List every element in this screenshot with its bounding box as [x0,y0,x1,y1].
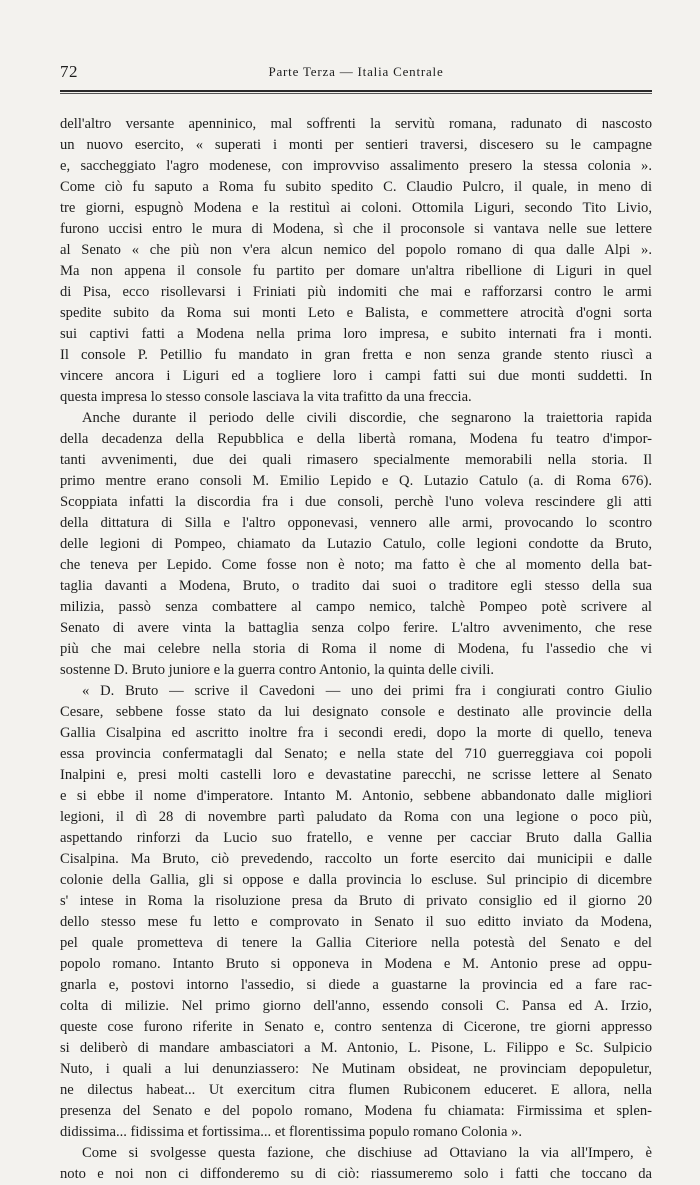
text-line: Come ciò fu saputo a Roma fu subito spedito C. Claudio Pulcro, il quale, in meno di [60,179,652,195]
text-line: pel quale prometteva di tenere la Gallia Citeriore nella potestà del Senato e del [60,935,652,951]
text-line: Anche durante il periodo delle civili discordie, che segnarono la traiettoria rapida [82,410,652,426]
text-line: questa impresa lo stesso console lasciava la vita trafitto da una freccia. [60,389,472,405]
text-line: milizia, passò senza combattere al campo nemico, talchè Pompeo potè scrivere al [60,599,652,615]
text-line: didissima... fidissima et fortissima... et florentissima populo romano Colonia ». [60,1124,523,1140]
text-line: presenza del Senato e del popolo romano, Modena fu chiamata: Firmissima et splen- [60,1103,652,1119]
text-line: legioni, il dì 28 di novembre partì paludato da Roma con una legione o poco più, [60,809,652,825]
text-line: della dittatura di Silla e l'altro opponevasi, vennero alle armi, provocando lo scontro [60,515,652,531]
text-line: colta di milizie. Nel primo giorno dell'anno, essendo consoli C. Pansa ed A. Irzio, [60,998,652,1014]
text-line: Il console P. Petillio fu mandato in gran fretta e non senza grande stento riuscì a [60,347,652,363]
text-line: Nuto, i quali a lui denunziassero: Ne Mutinam obsideat, ne provinciam depopuletur, [60,1061,652,1077]
text-line: che teneva per Lepido. Come fosse non è noto; ma fatto è che al momento della bat- [60,557,652,573]
text-line: « D. Bruto — scrive il Cavedoni — uno dei primi fra i congiurati contro Giulio [82,683,652,699]
text-line: si deliberò di mandare ambasciatori a M. Antonio, L. Pisone, L. Filippo e Sc. Sulpicio [60,1040,652,1056]
text-line: furono uccisi entro le mura di Modena, sì che il proconsole si vantava nelle sue lettere [60,221,652,237]
text-line: dello stesso mese fu letto e comprovato in Senato il suo editto inviato da Modena, [60,914,652,930]
running-head: Parte Terza — Italia Centrale [268,64,444,79]
text-line: Gallia Cisalpina ed ascritto inoltre fra i secondi eredi, dopo la morte di quello, teneva [60,725,652,741]
text-line: della decadenza della Repubblica e della libertà romana, Modena fu teatro d'impor- [60,431,652,447]
text-line: noto e noi non ci diffonderemo su di ciò: riassumeremo solo i fatti che toccano da [60,1166,652,1182]
text-line: aspettando rinforzi da Lucio suo fratello, e venne per cacciar Bruto dalla Gallia [60,830,652,846]
text-line: Scoppiata infatti la discordia fra i due consoli, perchè l'uno voleva rescindere gli atti [60,494,652,510]
text-line: sui captivi fatti a Modena nella prima loro impresa, e subito internati fra i monti. [60,326,652,342]
text-line: un nuovo esercito, « superati i monti per sentieri traversi, discesero su le campagne [60,137,652,153]
text-line: Cesare, sebbene fosse stato da lui designato console e destinato alle provincie della [60,704,652,720]
text-line: queste cose furono riferite in Senato e, contro sentenza di Cicerone, tre giorni appresso [60,1019,652,1035]
page-number: 72 [60,62,78,81]
text-line: popolo romano. Intanto Bruto si opponeva in Modena e M. Antonio prese ad oppu- [60,956,652,972]
text-line: tre giorni, espugnò Modena e la restituì ai coloni. Ottomila Liguri, secondo Tito Livio, [60,200,652,216]
text-line: Senato di avere vinta la battaglia senza colpo ferire. L'altro avvenimento, che rese [60,620,652,636]
text-line: essa provincia confermatagli dal Senato; e nella state del 710 guerreggiava coi popoli [60,746,652,762]
text-line: di Pisa, ecco risollevarsi i Friniati più indomiti che mai e rafforzarsi contro le armi [60,284,652,300]
page-header [60,62,652,84]
text-line: s' intese in Roma la risoluzione presa da Bruto di privato consiglio ed il giorno 20 [60,893,652,909]
text-line: sostenne D. Bruto juniore e la guerra contro Antonio, la quinta delle civili. [60,662,495,678]
text-line: e, saccheggiato l'agro modenese, con improvviso assalimento presero la stessa colonia ». [60,158,652,174]
text-line: e si ebbe il nome d'imperatore. Intanto M. Antonio, sebbene abbandonato dalle migliori [60,788,652,804]
text-line: gnarla e, postovi intorno l'assedio, si diede a guastarne la provincia ed a fare rac- [60,977,652,993]
text-line: Inalpini e, presi molti castelli loro e devastatine parecchi, ne scrisse lettere al Senato [60,767,652,783]
text-line: dell'altro versante apenninico, mal soffrenti la servitù romana, radunato di nascosto [60,116,652,132]
text-line: delle legioni di Pompeo, chiamato da Lutazio Catulo, colle legioni condotte da Bruto, [60,536,652,552]
text-line: spedite subito da Roma sui monti Leto e Balista, e commettere atrocità d'ogni sorta [60,305,652,321]
body-text [60,114,652,1185]
text-line: Cisalpina. Ma Bruto, ciò prevedendo, raccolto un forte esercito dai municipii e dalle [60,851,652,867]
text-line: più che mai celebre nella storia di Roma il nome di Modena, fu l'assedio che vi [60,641,652,657]
text-line: Ma non appena il console fu partito per domare un'altra ribellione di Liguri in quel [60,263,652,279]
text-line: taglia davanti a Modena, Bruto, o tradito dai suoi o traditore egli stesso della sua [60,578,652,594]
text-line: ne dilectus habeat... Ut exercitum citra flumen Rubiconem educeret. E allora, nella [60,1082,652,1098]
header-rule [60,90,652,92]
header-rule-thin [60,93,652,94]
text-line: Come si svolgesse questa fazione, che dischiuse ad Ottaviano la via all'Impero, è [82,1145,652,1161]
text-line: primo mentre erano consoli M. Emilio Lepido e Q. Lutazio Catulo (a. di Roma 676). [60,473,652,489]
text-line: vincere ancora i Liguri ed a togliere loro i campi fatti sui due monti suddetti. In [60,368,652,384]
text-line: colonie della Gallia, gli si oppose e dalla provincia lo escluse. Sul principio di dicembre [60,872,652,888]
text-line: al Senato « che più non v'era alcun nemico del popolo romano di qua dalle Alpi ». [60,242,652,258]
text-line: tanti avvenimenti, due dei quali rimasero specialmente memorabili nella storia. Il [60,452,652,468]
